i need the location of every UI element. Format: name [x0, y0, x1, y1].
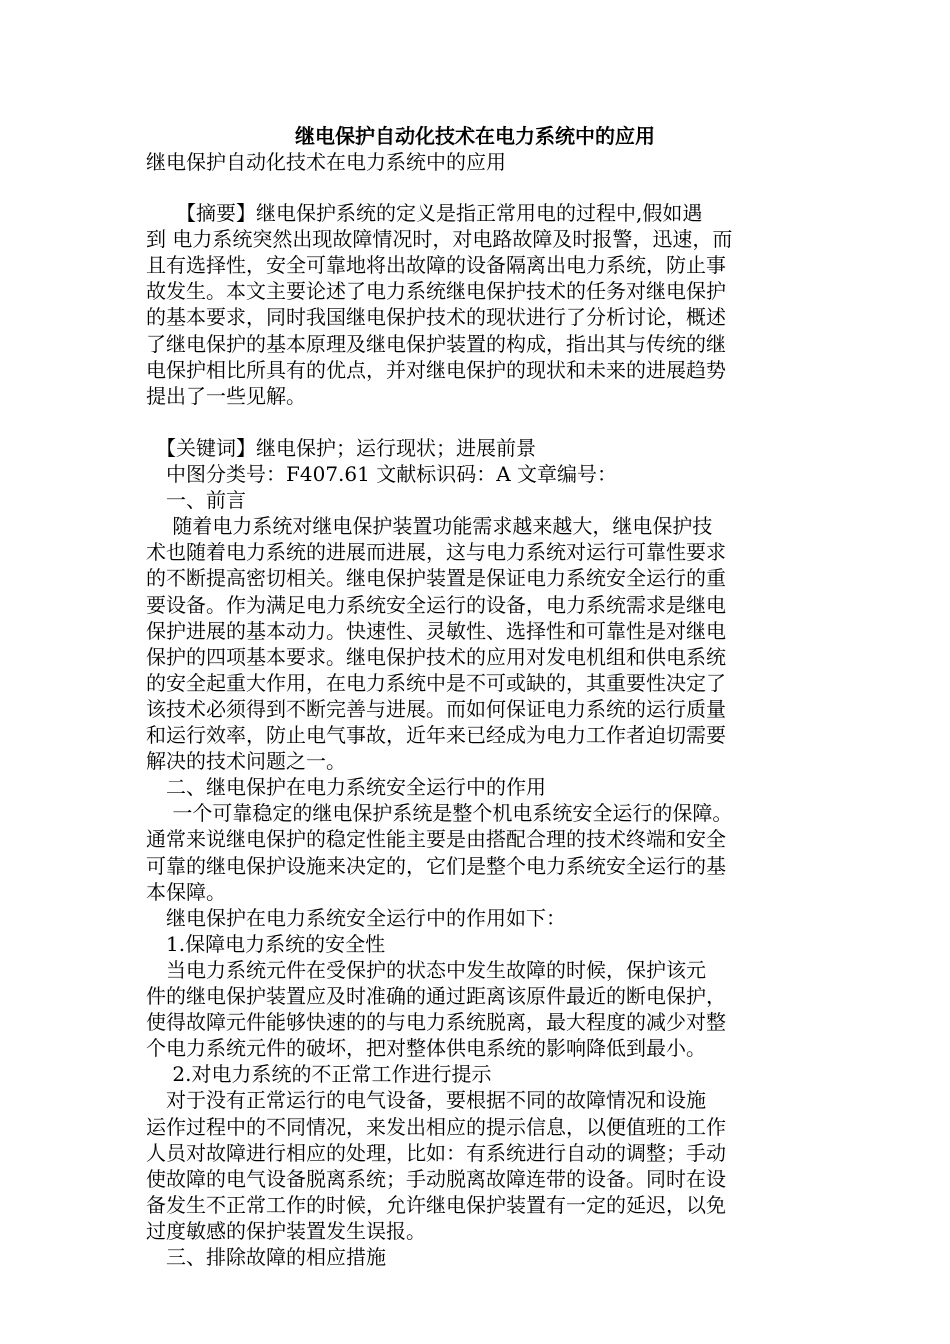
body-line: 运作过程中的不同情况，来发出相应的提示信息，以便值班的工作	[146, 1114, 726, 1139]
body-line: 当电力系统元件在受保护的状态中发生故障的时候，保护该元	[146, 957, 706, 982]
body-line: 提出了一些见解。	[146, 383, 306, 408]
body-line: 随着电力系统对继电保护装置功能需求越来越大，继电保护技	[146, 514, 713, 539]
body-line: 可靠的继电保护设施来决定的，它们是整个电力系统安全运行的基	[146, 853, 726, 878]
document-subtitle: 继电保护自动化技术在电力系统中的应用	[146, 150, 506, 174]
body-line: 电保护相比所具有的优点，并对继电保护的现状和未来的进展趋势	[146, 357, 726, 382]
body-line: 保护的四项基本要求。继电保护技术的应用对发电机组和供电系统	[146, 644, 726, 669]
body-line: 个电力系统元件的破坏，把对整体供电系统的影响降低到最小。	[146, 1036, 706, 1061]
body-line: 1.保障电力系统的安全性	[146, 931, 386, 956]
body-line: 的安全起重大作用，在电力系统中是不可或缺的，其重要性决定了	[146, 670, 726, 695]
body-line: 中图分类号：F407.61 文献标识码：A 文章编号：	[146, 462, 618, 486]
body-line: 保护进展的基本动力。快速性、灵敏性、选择性和可靠性是对继电	[146, 618, 726, 643]
body-line: 二、继电保护在电力系统安全运行中的作用	[146, 775, 546, 800]
body-line: 【关键词】继电保护；运行现状；进展前景	[146, 435, 536, 460]
body-line: 到 电力系统突然出现故障情况时，对电路故障及时报警，迅速，而	[146, 227, 733, 252]
body-line: 2.对电力系统的不正常工作进行提示	[146, 1062, 492, 1087]
body-line: 解决的技术问题之一。	[146, 749, 346, 774]
body-line: 继电保护在电力系统安全运行中的作用如下：	[146, 905, 566, 930]
body-line: 故发生。本文主要论述了电力系统继电保护技术的任务对继电保护	[146, 279, 726, 304]
body-line: 且有选择性，安全可靠地将出故障的设备隔离出电力系统，防止事	[146, 253, 726, 278]
body-line: 使得故障元件能够快速的的与电力系统脱离，最大程度的减少对整	[146, 1010, 726, 1035]
body-line: 一个可靠稳定的继电保护系统是整个机电系统安全运行的保障。	[146, 801, 733, 826]
body-line: 的不断提高密切相关。继电保护装置是保证电力系统安全运行的重	[146, 566, 726, 591]
body-line: 和运行效率，防止电气事故，近年来已经成为电力工作者迫切需要	[146, 723, 726, 747]
body-line: 通常来说继电保护的稳定性能主要是由搭配合理的技术终端和安全	[146, 827, 726, 852]
body-line: 了继电保护的基本原理及继电保护装置的构成，指出其与传统的继	[146, 331, 726, 356]
body-line: 备发生不正常工作的时候，允许继电保护装置有一定的延迟，以免	[146, 1192, 726, 1217]
body-line: 过度敏感的保护装置发生误报。	[146, 1218, 426, 1243]
body-line: 的基本要求，同时我国继电保护技术的现状进行了分析讨论，概述	[146, 305, 726, 330]
body-line: 该技术必须得到不断完善与进展。而如何保证电力系统的运行质量	[146, 696, 726, 721]
body-line: 术也随着电力系统的进展而进展，这与电力系统对运行可靠性要求	[146, 540, 726, 565]
body-line: 本保障。	[146, 879, 226, 904]
body-line: 【摘要】继电保护系统的定义是指正常用电的过程中,假如遇	[146, 201, 703, 225]
document-title: 继电保护自动化技术在电力系统中的应用	[295, 124, 655, 148]
body-line: 一、前言	[146, 488, 246, 513]
body-line: 对于没有正常运行的电气设备，要根据不同的故障情况和设施	[146, 1088, 706, 1113]
body-line: 人员对故障进行相应的处理，比如：有系统进行自动的调整；手动	[146, 1140, 726, 1165]
body-line: 使故障的电气设备脱离系统；手动脱离故障连带的设备。同时在设	[146, 1166, 726, 1191]
body-line: 三、排除故障的相应措施	[146, 1245, 386, 1269]
body-line: 件的继电保护装置应及时准确的通过距离该原件最近的断电保护，	[146, 984, 726, 1008]
body-line: 要设备。作为满足电力系统安全运行的设备，电力系统需求是继电	[146, 592, 726, 617]
